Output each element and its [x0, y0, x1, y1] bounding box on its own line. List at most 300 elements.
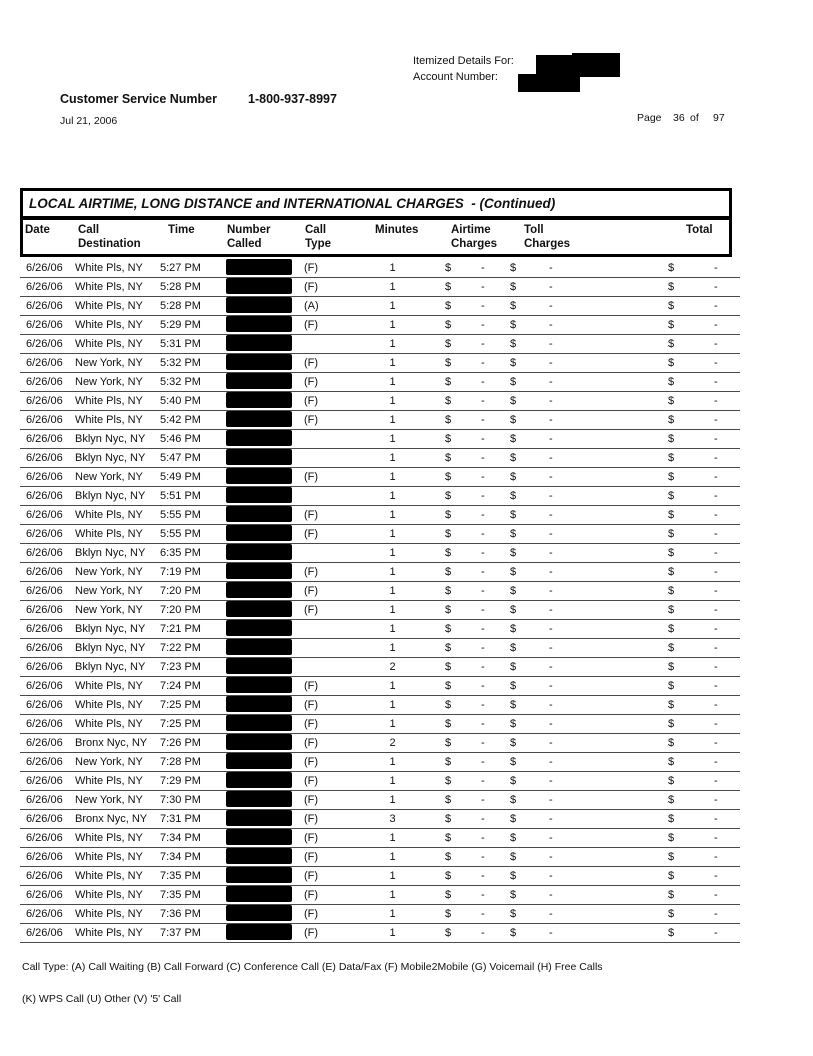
- total-charge-value: -: [714, 262, 718, 274]
- table-row: [20, 886, 740, 905]
- toll-dollar-sign: $: [510, 490, 517, 502]
- toll-dollar-sign: $: [510, 908, 517, 920]
- total-charge-value: -: [714, 889, 718, 901]
- toll-charge-value: -: [549, 680, 553, 692]
- itemized-details-label: Itemized Details For:: [413, 55, 514, 67]
- airtime-dollar-sign: $: [445, 832, 452, 844]
- toll-dollar-sign: $: [510, 433, 517, 445]
- table-row: [20, 924, 740, 943]
- call-time: 7:25 PM: [160, 699, 201, 711]
- toll-charge-value: -: [549, 262, 553, 274]
- total-charge-value: -: [714, 775, 718, 787]
- call-minutes: 1: [389, 338, 396, 350]
- total-charge-value: -: [714, 832, 718, 844]
- redacted-number-box: [226, 696, 292, 712]
- toll-dollar-sign: $: [510, 452, 517, 464]
- call-minutes: 1: [389, 832, 396, 844]
- redacted-number-box: [226, 449, 292, 465]
- call-type: (F): [304, 585, 319, 597]
- table-row: [20, 677, 740, 696]
- call-type: (F): [304, 509, 319, 521]
- redacted-number-box: [226, 316, 292, 332]
- redacted-number-box: [226, 905, 292, 921]
- toll-charge-value: -: [549, 585, 553, 597]
- call-time: 7:23 PM: [160, 661, 201, 673]
- call-time: 5:40 PM: [160, 395, 201, 407]
- table-row: [20, 335, 740, 354]
- airtime-dollar-sign: $: [445, 604, 452, 616]
- redacted-number-box: [226, 544, 292, 560]
- table-row: [20, 696, 740, 715]
- total-dollar-sign: $: [668, 813, 675, 825]
- call-type: (F): [304, 281, 319, 293]
- total-charge-value: -: [714, 718, 718, 730]
- call-type: (F): [304, 889, 319, 901]
- redacted-number-box: [226, 753, 292, 769]
- airtime-charge-value: -: [481, 414, 485, 426]
- total-charge-value: -: [714, 756, 718, 768]
- page-number: 36: [673, 112, 685, 124]
- toll-dollar-sign: $: [510, 756, 517, 768]
- call-date: 6/26/06: [26, 661, 63, 673]
- call-minutes: 1: [389, 490, 396, 502]
- toll-dollar-sign: $: [510, 794, 517, 806]
- total-dollar-sign: $: [668, 851, 675, 863]
- call-minutes: 1: [389, 319, 396, 331]
- airtime-dollar-sign: $: [445, 528, 452, 540]
- airtime-dollar-sign: $: [445, 547, 452, 559]
- airtime-dollar-sign: $: [445, 813, 452, 825]
- call-minutes: 1: [389, 623, 396, 635]
- airtime-charge-value: -: [481, 870, 485, 882]
- customer-service-number: 1-800-937-8997: [248, 92, 337, 106]
- call-minutes: 1: [389, 794, 396, 806]
- call-type: (F): [304, 737, 319, 749]
- airtime-charge-value: -: [481, 509, 485, 521]
- table-row: [20, 544, 740, 563]
- call-date: 6/26/06: [26, 775, 63, 787]
- airtime-charge-value: -: [481, 376, 485, 388]
- table-body: [20, 259, 740, 943]
- call-date: 6/26/06: [26, 851, 63, 863]
- toll-dollar-sign: $: [510, 357, 517, 369]
- table-row: [20, 658, 740, 677]
- call-time: 7:29 PM: [160, 775, 201, 787]
- total-charge-value: -: [714, 376, 718, 388]
- toll-dollar-sign: $: [510, 851, 517, 863]
- call-destination: New York, NY: [75, 585, 143, 597]
- call-date: 6/26/06: [26, 870, 63, 882]
- call-minutes: 1: [389, 547, 396, 559]
- col-header-toll-charges: [524, 223, 570, 252]
- toll-dollar-sign: $: [510, 528, 517, 540]
- toll-charge-value: -: [549, 452, 553, 464]
- total-dollar-sign: $: [668, 661, 675, 673]
- redacted-number-box: [226, 582, 292, 598]
- redacted-number-box: [226, 848, 292, 864]
- airtime-charge-value: -: [481, 452, 485, 464]
- call-destination: White Pls, NY: [75, 889, 143, 901]
- toll-dollar-sign: $: [510, 661, 517, 673]
- airtime-dollar-sign: $: [445, 300, 452, 312]
- airtime-charge-value: -: [481, 661, 485, 673]
- call-destination: Bronx Nyc, NY: [75, 813, 148, 825]
- table-row: [20, 734, 740, 753]
- call-minutes: 1: [389, 395, 396, 407]
- call-destination: New York, NY: [75, 471, 143, 483]
- airtime-charge-value: -: [481, 927, 485, 939]
- table-row: [20, 715, 740, 734]
- airtime-dollar-sign: $: [445, 471, 452, 483]
- call-type: (F): [304, 756, 319, 768]
- call-type: (F): [304, 699, 319, 711]
- redacted-number-box: [226, 563, 292, 579]
- airtime-charge-value: -: [481, 433, 485, 445]
- airtime-dollar-sign: $: [445, 433, 452, 445]
- toll-dollar-sign: $: [510, 300, 517, 312]
- call-destination: White Pls, NY: [75, 908, 143, 920]
- call-date: 6/26/06: [26, 433, 63, 445]
- call-destination: White Pls, NY: [75, 528, 143, 540]
- call-minutes: 1: [389, 680, 396, 692]
- airtime-charge-value: -: [481, 756, 485, 768]
- airtime-charge-value: -: [481, 832, 485, 844]
- call-minutes: 1: [389, 300, 396, 312]
- account-number-label: Account Number:: [413, 71, 498, 83]
- call-time: 5:28 PM: [160, 300, 201, 312]
- airtime-charge-value: -: [481, 528, 485, 540]
- total-dollar-sign: $: [668, 870, 675, 882]
- toll-dollar-sign: $: [510, 471, 517, 483]
- total-dollar-sign: $: [668, 927, 675, 939]
- call-date: 6/26/06: [26, 642, 63, 654]
- call-time: 5:42 PM: [160, 414, 201, 426]
- toll-dollar-sign: $: [510, 585, 517, 597]
- call-destination: White Pls, NY: [75, 262, 143, 274]
- airtime-dollar-sign: $: [445, 851, 452, 863]
- total-dollar-sign: $: [668, 338, 675, 350]
- redacted-number-box: [226, 430, 292, 446]
- call-destination: New York, NY: [75, 756, 143, 768]
- toll-charge-value: -: [549, 661, 553, 673]
- toll-charge-value: -: [549, 813, 553, 825]
- toll-charge-value: -: [549, 395, 553, 407]
- call-time: 5:31 PM: [160, 338, 201, 350]
- redacted-number-box: [226, 468, 292, 484]
- toll-charge-value: -: [549, 718, 553, 730]
- call-type: (F): [304, 414, 319, 426]
- total-dollar-sign: $: [668, 718, 675, 730]
- redacted-number-box: [226, 487, 292, 503]
- call-time: 7:35 PM: [160, 889, 201, 901]
- toll-charge-value: -: [549, 281, 553, 293]
- airtime-dollar-sign: $: [445, 585, 452, 597]
- total-charge-value: -: [714, 661, 718, 673]
- call-time: 7:37 PM: [160, 927, 201, 939]
- table-row: [20, 354, 740, 373]
- total-charge-value: -: [714, 471, 718, 483]
- airtime-dollar-sign: $: [445, 452, 452, 464]
- call-date: 6/26/06: [26, 566, 63, 578]
- call-minutes: 1: [389, 908, 396, 920]
- total-dollar-sign: $: [668, 756, 675, 768]
- table-row: [20, 867, 740, 886]
- total-charge-value: -: [714, 851, 718, 863]
- call-type: (F): [304, 927, 319, 939]
- table-row: [20, 829, 740, 848]
- total-charge-value: -: [714, 699, 718, 711]
- total-dollar-sign: $: [668, 433, 675, 445]
- call-destination: White Pls, NY: [75, 338, 143, 350]
- table-row: [20, 563, 740, 582]
- total-charge-value: -: [714, 319, 718, 331]
- airtime-dollar-sign: $: [445, 490, 452, 502]
- call-date: 6/26/06: [26, 319, 63, 331]
- table-row: [20, 373, 740, 392]
- call-date: 6/26/06: [26, 680, 63, 692]
- call-date: 6/26/06: [26, 376, 63, 388]
- toll-dollar-sign: $: [510, 338, 517, 350]
- call-type: (A): [304, 300, 319, 312]
- call-time: 7:20 PM: [160, 585, 201, 597]
- toll-dollar-sign: $: [510, 832, 517, 844]
- airtime-charge-value: -: [481, 566, 485, 578]
- toll-dollar-sign: $: [510, 395, 517, 407]
- toll-charge-value: -: [549, 908, 553, 920]
- col-header-date: Date: [25, 224, 50, 236]
- call-type-legend-line2: (K) WPS Call (U) Other (V) '5' Call: [22, 993, 182, 1005]
- toll-charge-value: -: [549, 357, 553, 369]
- toll-dollar-sign: $: [510, 680, 517, 692]
- airtime-charge-value: -: [481, 262, 485, 274]
- total-dollar-sign: $: [668, 414, 675, 426]
- call-time: 5:27 PM: [160, 262, 201, 274]
- call-destination: New York, NY: [75, 794, 143, 806]
- call-date: 6/26/06: [26, 889, 63, 901]
- call-type: (F): [304, 832, 319, 844]
- toll-charge-value: -: [549, 547, 553, 559]
- call-minutes: 2: [389, 661, 396, 673]
- call-minutes: 1: [389, 433, 396, 445]
- toll-dollar-sign: $: [510, 604, 517, 616]
- toll-dollar-sign: $: [510, 319, 517, 331]
- redacted-number-box: [226, 867, 292, 883]
- call-type: (F): [304, 566, 319, 578]
- airtime-charge-value: -: [481, 319, 485, 331]
- total-dollar-sign: $: [668, 832, 675, 844]
- airtime-dollar-sign: $: [445, 870, 452, 882]
- airtime-charge-value: -: [481, 357, 485, 369]
- call-time: 7:19 PM: [160, 566, 201, 578]
- total-charge-value: -: [714, 433, 718, 445]
- table-row: [20, 848, 740, 867]
- total-charge-value: -: [714, 813, 718, 825]
- toll-dollar-sign: $: [510, 775, 517, 787]
- toll-dollar-sign: $: [510, 376, 517, 388]
- call-time: 7:30 PM: [160, 794, 201, 806]
- call-date: 6/26/06: [26, 357, 63, 369]
- call-time: 5:55 PM: [160, 528, 201, 540]
- toll-charge-value: -: [549, 433, 553, 445]
- call-minutes: 1: [389, 604, 396, 616]
- call-time: 7:31 PM: [160, 813, 201, 825]
- total-charge-value: -: [714, 490, 718, 502]
- call-type-legend-line1: Call Type: (A) Call Waiting (B) Call Forward (C) Conference Call (E) Data/Fax (F) Mobile2Mobile (G) Voicemail (H) Free Calls: [22, 961, 603, 973]
- call-date: 6/26/06: [26, 547, 63, 559]
- call-minutes: 1: [389, 281, 396, 293]
- redacted-number-box: [226, 810, 292, 826]
- call-destination: White Pls, NY: [75, 509, 143, 521]
- table-row: [20, 601, 740, 620]
- redacted-number-box: [226, 259, 292, 275]
- call-date: 6/26/06: [26, 604, 63, 616]
- total-dollar-sign: $: [668, 699, 675, 711]
- page-total: 97: [713, 112, 725, 124]
- col-header-toll-line1: Toll: [524, 224, 544, 236]
- call-date: 6/26/06: [26, 813, 63, 825]
- call-destination: White Pls, NY: [75, 300, 143, 312]
- call-minutes: 1: [389, 851, 396, 863]
- total-charge-value: -: [714, 281, 718, 293]
- page-label: Page: [637, 112, 662, 124]
- redacted-number-box: [226, 506, 292, 522]
- call-date: 6/26/06: [26, 699, 63, 711]
- call-date: 6/26/06: [26, 908, 63, 920]
- table-row: [20, 810, 740, 829]
- call-date: 6/26/06: [26, 528, 63, 540]
- call-date: 6/26/06: [26, 756, 63, 768]
- redacted-number-box: [226, 639, 292, 655]
- call-time: 5:47 PM: [160, 452, 201, 464]
- airtime-charge-value: -: [481, 490, 485, 502]
- total-charge-value: -: [714, 566, 718, 578]
- call-date: 6/26/06: [26, 262, 63, 274]
- airtime-dollar-sign: $: [445, 376, 452, 388]
- call-type: (F): [304, 908, 319, 920]
- toll-charge-value: -: [549, 642, 553, 654]
- total-dollar-sign: $: [668, 889, 675, 901]
- table-row: [20, 487, 740, 506]
- toll-charge-value: -: [549, 300, 553, 312]
- call-time: 7:24 PM: [160, 680, 201, 692]
- redacted-number-box: [226, 354, 292, 370]
- call-destination: White Pls, NY: [75, 699, 143, 711]
- airtime-charge-value: -: [481, 775, 485, 787]
- col-header-airtime-line1: Airtime: [451, 224, 491, 236]
- table-row: [20, 430, 740, 449]
- airtime-dollar-sign: $: [445, 319, 452, 331]
- call-destination: Bklyn Nyc, NY: [75, 433, 146, 445]
- total-charge-value: -: [714, 680, 718, 692]
- call-date: 6/26/06: [26, 832, 63, 844]
- call-date: 6/26/06: [26, 509, 63, 521]
- call-type: (F): [304, 604, 319, 616]
- call-minutes: 1: [389, 471, 396, 483]
- airtime-dollar-sign: $: [445, 623, 452, 635]
- toll-charge-value: -: [549, 528, 553, 540]
- toll-charge-value: -: [549, 509, 553, 521]
- total-charge-value: -: [714, 452, 718, 464]
- airtime-dollar-sign: $: [445, 566, 452, 578]
- airtime-dollar-sign: $: [445, 794, 452, 806]
- call-date: 6/26/06: [26, 737, 63, 749]
- total-dollar-sign: $: [668, 357, 675, 369]
- toll-dollar-sign: $: [510, 870, 517, 882]
- toll-dollar-sign: $: [510, 566, 517, 578]
- call-time: 5:55 PM: [160, 509, 201, 521]
- call-time: 5:32 PM: [160, 357, 201, 369]
- table-row: [20, 392, 740, 411]
- call-type: (F): [304, 471, 319, 483]
- total-charge-value: -: [714, 604, 718, 616]
- airtime-charge-value: -: [481, 623, 485, 635]
- airtime-charge-value: -: [481, 281, 485, 293]
- call-date: 6/26/06: [26, 471, 63, 483]
- redacted-number-box: [226, 677, 292, 693]
- call-time: 7:26 PM: [160, 737, 201, 749]
- call-destination: White Pls, NY: [75, 414, 143, 426]
- total-dollar-sign: $: [668, 262, 675, 274]
- toll-charge-value: -: [549, 699, 553, 711]
- airtime-dollar-sign: $: [445, 262, 452, 274]
- table-row: [20, 468, 740, 487]
- call-minutes: 2: [389, 737, 396, 749]
- call-date: 6/26/06: [26, 794, 63, 806]
- redacted-number-box: [226, 886, 292, 902]
- total-charge-value: -: [714, 357, 718, 369]
- total-dollar-sign: $: [668, 642, 675, 654]
- toll-charge-value: -: [549, 490, 553, 502]
- airtime-charge-value: -: [481, 642, 485, 654]
- total-dollar-sign: $: [668, 376, 675, 388]
- airtime-dollar-sign: $: [445, 642, 452, 654]
- call-time: 7:34 PM: [160, 832, 201, 844]
- toll-charge-value: -: [549, 756, 553, 768]
- call-destination: White Pls, NY: [75, 395, 143, 407]
- col-header-time: Time: [168, 224, 195, 236]
- call-minutes: 1: [389, 509, 396, 521]
- table-row: [20, 525, 740, 544]
- total-charge-value: -: [714, 623, 718, 635]
- call-type: (F): [304, 718, 319, 730]
- airtime-charge-value: -: [481, 889, 485, 901]
- airtime-charge-value: -: [481, 547, 485, 559]
- col-header-airtime-line2: Charges: [451, 238, 498, 251]
- redacted-number-box: [226, 373, 292, 389]
- call-minutes: 1: [389, 718, 396, 730]
- total-charge-value: -: [714, 300, 718, 312]
- toll-charge-value: -: [549, 832, 553, 844]
- call-type: (F): [304, 851, 319, 863]
- call-date: 6/26/06: [26, 300, 63, 312]
- call-type: (F): [304, 319, 319, 331]
- toll-dollar-sign: $: [510, 414, 517, 426]
- call-minutes: 1: [389, 414, 396, 426]
- airtime-dollar-sign: $: [445, 680, 452, 692]
- redacted-number-box: [226, 525, 292, 541]
- call-time: 5:46 PM: [160, 433, 201, 445]
- call-destination: White Pls, NY: [75, 680, 143, 692]
- table-row: [20, 506, 740, 525]
- total-dollar-sign: $: [668, 566, 675, 578]
- table-row: [20, 753, 740, 772]
- call-type: (F): [304, 262, 319, 274]
- redacted-number-box: [226, 715, 292, 731]
- toll-charge-value: -: [549, 604, 553, 616]
- toll-charge-value: -: [549, 737, 553, 749]
- redacted-number-box: [226, 297, 292, 313]
- toll-charge-value: -: [549, 471, 553, 483]
